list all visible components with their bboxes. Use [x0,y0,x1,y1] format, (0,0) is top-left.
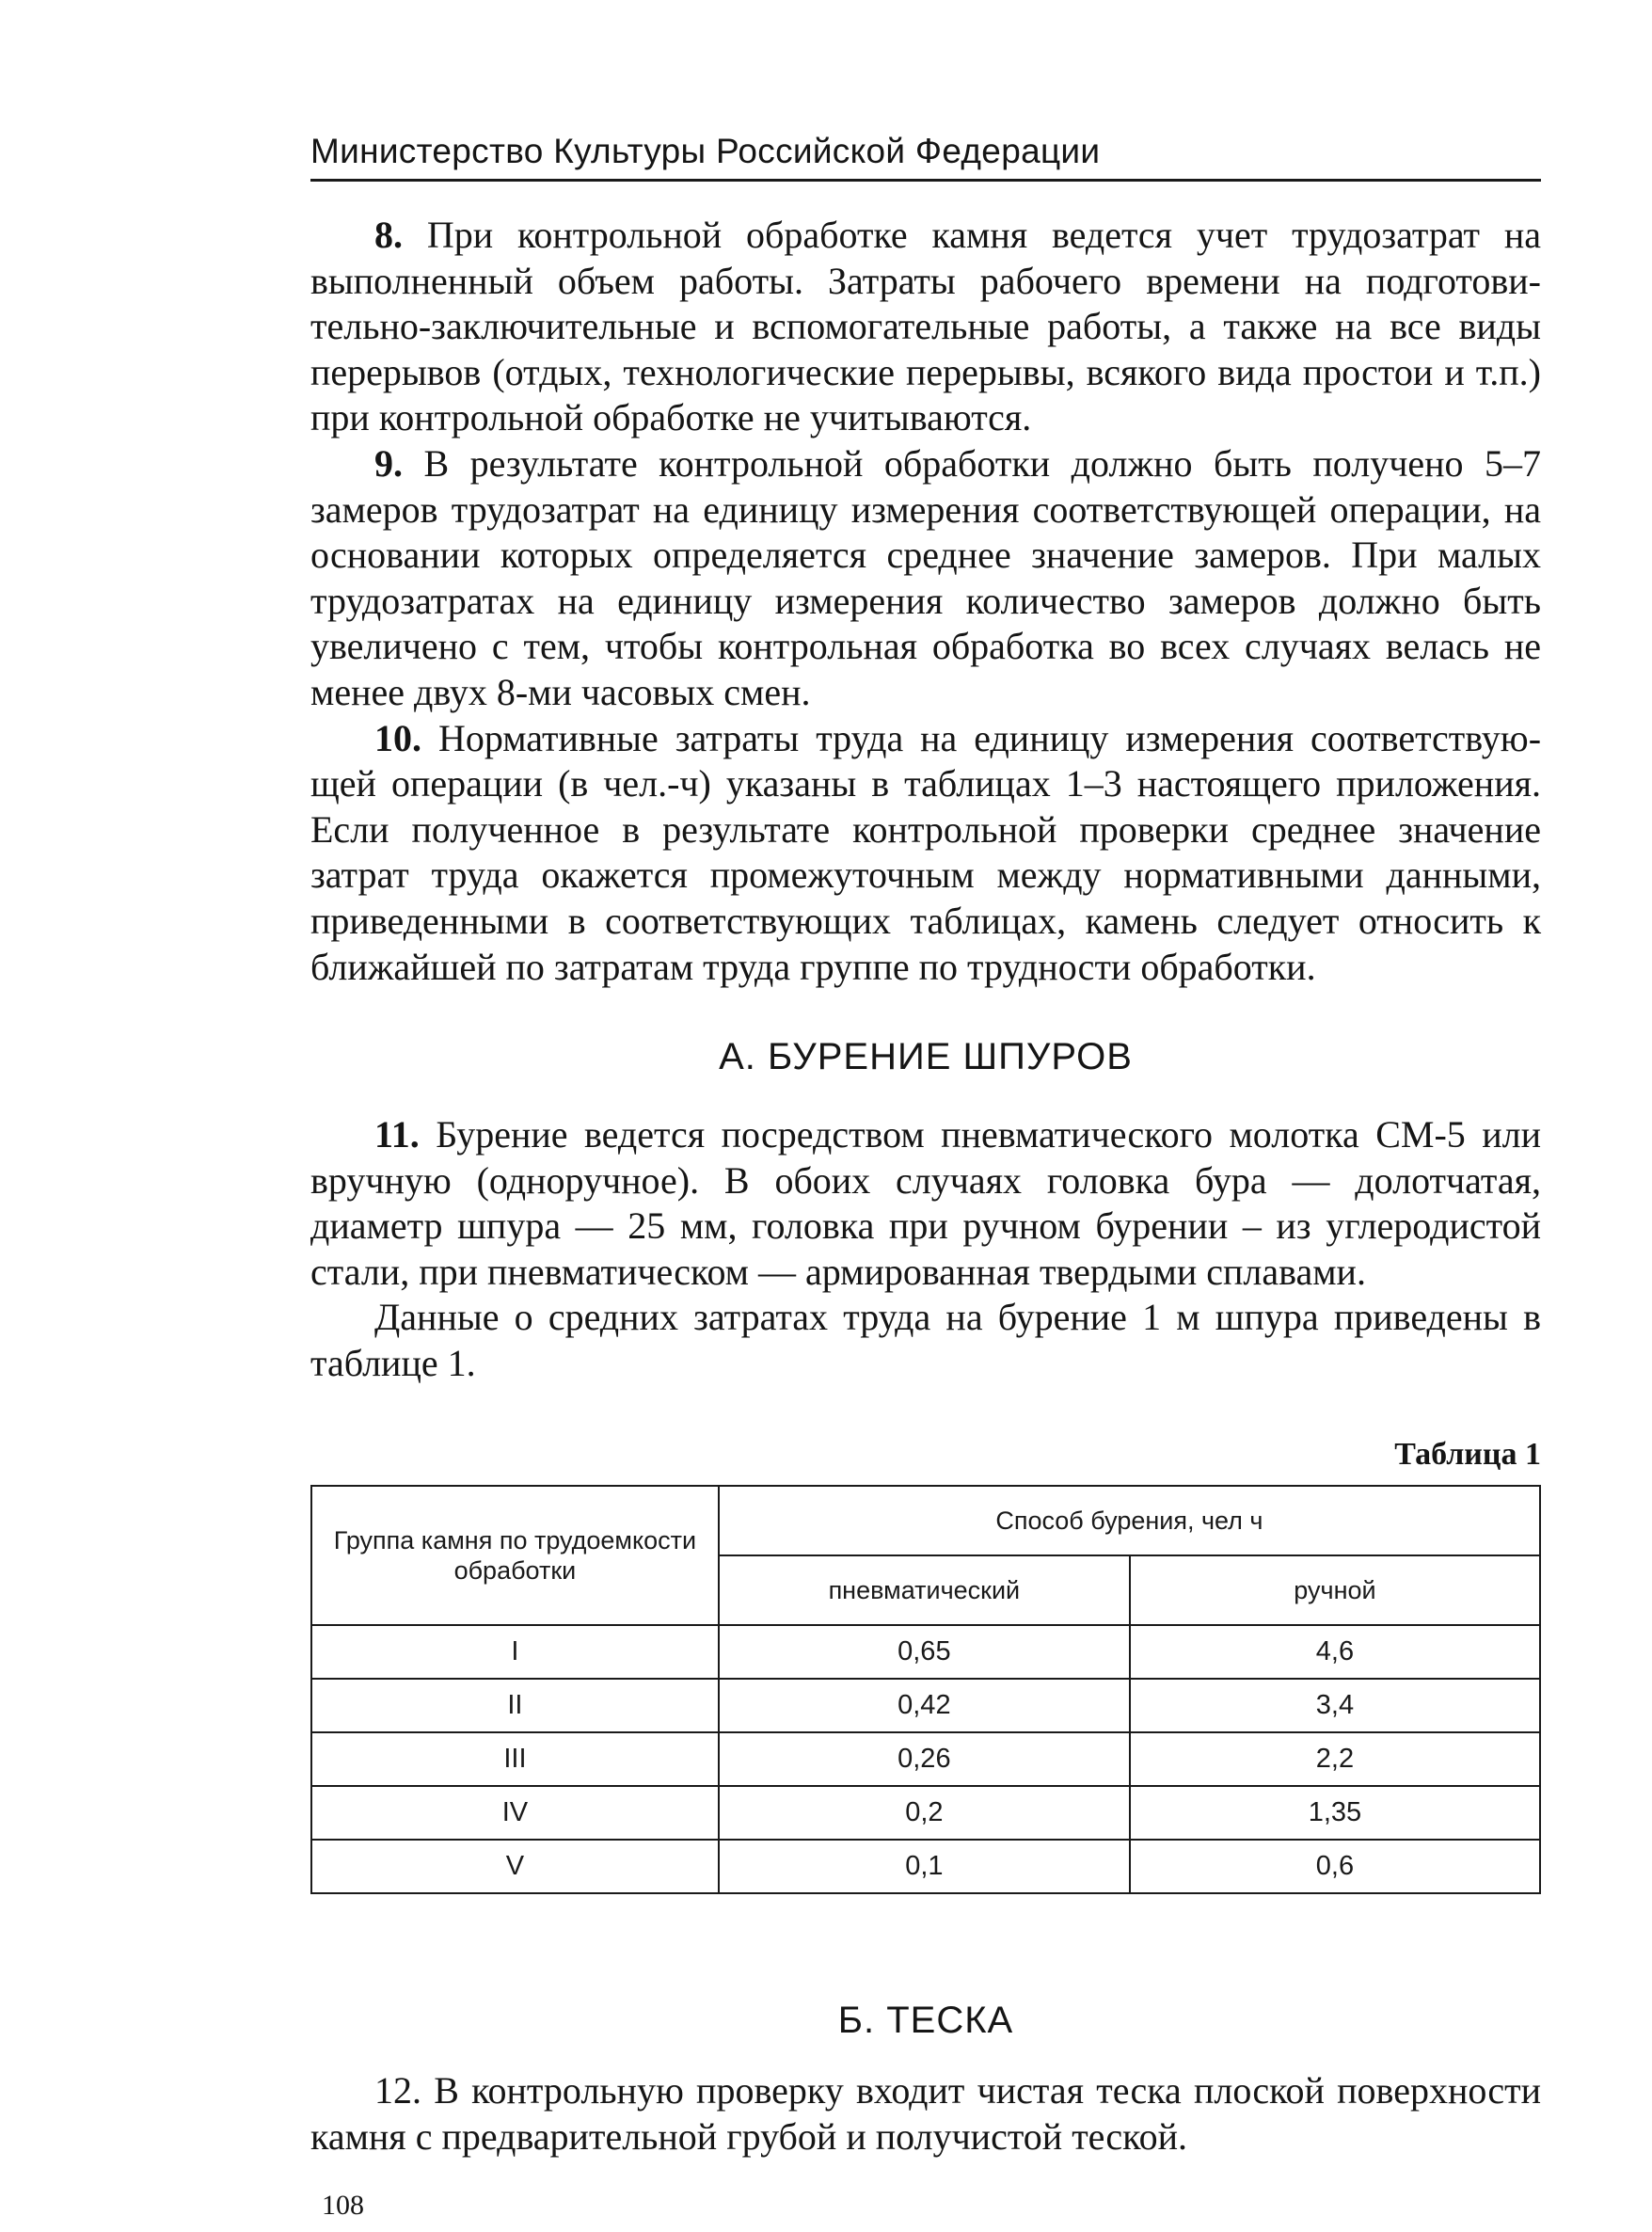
paragraph-9-text: В результате контрольной обработки должно быть получено 5–7 замеров трудозатрат на единицу измерения соответствующей операции, на основании которых определяется среднее значение замеров. При малых трудозатратах на единицу измерения количество замеров должно быть увеличено с тем, чтобы контрольная обработка во всех случаях велась не менее двух 8-ми часовых смен. [310,441,1541,713]
paragraph-8-text: При контрольной обработке камня ведется учет трудозатрат на выполненный объем работы. Затраты рабочего времени на подготовительно-заключительные и вспомогательные работы, а также на все виды перерывов (отдых, технологические перерывы, всякого вида простои и т.п.) при контрольной обработке не учитываются. [310,214,1542,439]
table-header-row [311,1486,1540,1555]
table-1-caption: Таблица 1 [1394,1437,1541,1472]
table-header-method: Способ бурения, чел ч [719,1486,1540,1555]
table-header-group: Группа камня по трудоемкости обработки [311,1486,719,1625]
paragraph-8-number: 8. [374,214,403,256]
body-text-drilling [310,1112,1541,1387]
section-title-dressing: Б. ТЕСКА [837,2000,1014,2041]
paragraph-10-text: Нормативные затраты труда на единицу измерения соответствующей операции (в чел.-ч) указаны в таблицах 1–3 настоящего приложения. Если полученное в результате контрольной проверки среднее значение затрат труда окажется промежуточным между нормативными данными, приведенными в соответствующих таблицах, камень следует относить к ближайшей по затратам труда группе по трудности обработки. [310,716,1542,988]
running-header: Министерство Культуры Российской Федерации [310,130,1541,182]
table-cell-group: III [311,1732,719,1786]
table-cell-group: V [311,1840,719,1893]
table-row [311,1840,1540,1893]
paragraph-11-number: 11. [374,1113,420,1156]
table-row [311,1786,1540,1840]
paragraph-10 [310,716,1541,991]
table-cell-manual: 2,2 [1130,1732,1540,1786]
section-title-drilling: А. БУРЕНИЕ ШПУРОВ [719,1036,1133,1077]
table-cell-manual: 1,35 [1130,1786,1540,1840]
body-text-upper [310,213,1541,990]
table-1 [310,1485,1541,1894]
table-header-pneumatic: пневматический [719,1555,1130,1625]
body-text-dressing [310,2068,1541,2160]
page-number: 108 [322,2190,364,2221]
table-row [311,1732,1540,1786]
paragraph-11 [310,1112,1541,1295]
table-row [311,1625,1540,1679]
paragraph-9 [310,441,1541,716]
document-page [310,0,1541,2232]
table-cell-manual: 0,6 [1130,1840,1540,1893]
table-cell-group: II [311,1679,719,1732]
paragraph-11-text: Бурение ведется посредством пневматического молотка СМ-5 или вручную (одноручное). В обоих случаях головка бура — долотчатая, диаметр шпура — 25 мм, головка при ручном бурении – из углеродистой стали, при пневматическом — армированная твердыми сплавами. [310,1113,1542,1293]
table-cell-pneumatic: 0,65 [719,1625,1130,1679]
paragraph-12: 12. В контрольную проверку входит чистая теска плоской поверхности камня с предварительной грубой и получистой теской. [310,2069,1541,2158]
paragraph-11-data-note: Данные о средних затратах труда на бурение 1 м шпура приведены в таблице 1. [310,1296,1541,1384]
table-cell-manual: 4,6 [1130,1625,1540,1679]
table-row [311,1679,1540,1732]
table-cell-pneumatic: 0,42 [719,1679,1130,1732]
paragraph-9-number: 9. [374,441,403,485]
paragraph-8 [310,213,1541,441]
table-cell-pneumatic: 0,1 [719,1840,1130,1893]
table-cell-group: IV [311,1786,719,1840]
table-header-manual: ручной [1130,1555,1540,1625]
table-cell-group: I [311,1625,719,1679]
table-cell-pneumatic: 0,26 [719,1732,1130,1786]
table-cell-manual: 3,4 [1130,1679,1540,1732]
table-cell-pneumatic: 0,2 [719,1786,1130,1840]
paragraph-10-number: 10. [374,716,421,759]
